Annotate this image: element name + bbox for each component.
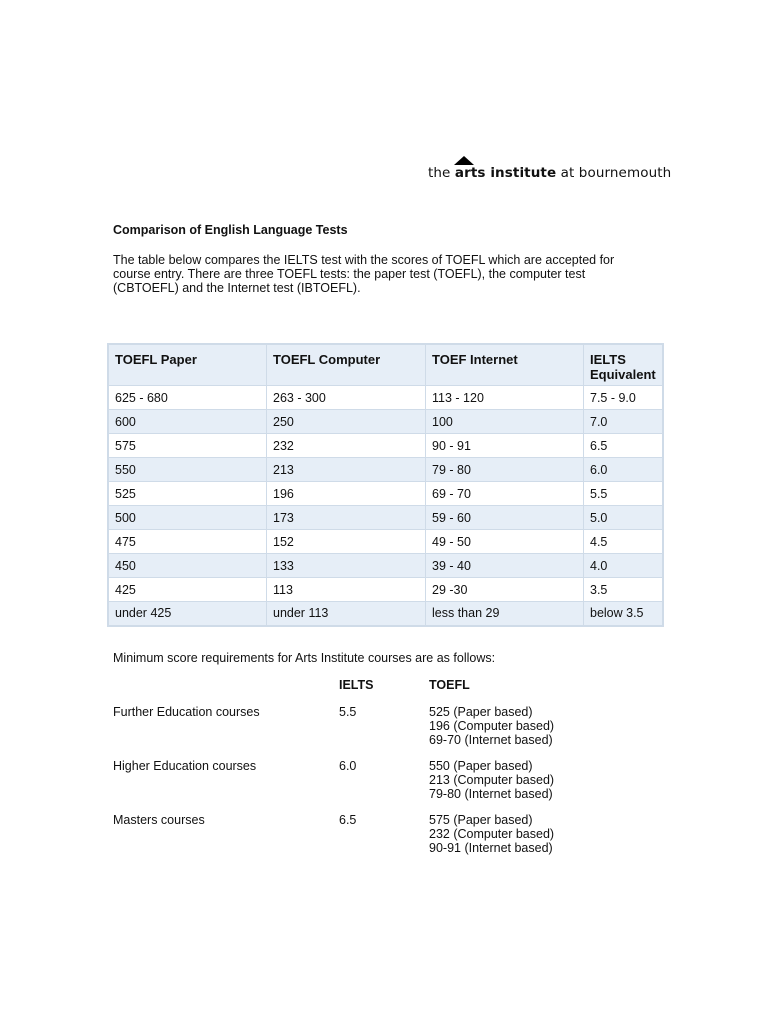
institute-logo bbox=[428, 156, 672, 184]
cell-toefl-paper: 525 bbox=[108, 482, 267, 506]
toefl-score-line: 525 (Paper based) bbox=[429, 705, 533, 719]
ielts-score: 5.5 bbox=[339, 705, 357, 719]
table-row bbox=[108, 554, 663, 578]
cell-toefl-computer: 196 bbox=[267, 482, 426, 506]
logo-text: the arts institute at bournemouth bbox=[428, 165, 672, 181]
cell-toefl-computer: 152 bbox=[267, 530, 426, 554]
cell-toefl-computer: under 113 bbox=[267, 602, 426, 626]
course-name: Higher Education courses bbox=[113, 759, 257, 773]
cell-toefl-paper: 450 bbox=[108, 554, 267, 578]
table-row bbox=[108, 458, 663, 482]
toefl-score-line: 575 (Paper based) bbox=[429, 813, 533, 827]
table-row bbox=[108, 434, 663, 458]
cell-toefl-paper: 625 - 680 bbox=[108, 386, 267, 410]
cell-ielts-equivalent: below 3.5 bbox=[584, 602, 663, 626]
cell-toefl-internet: 49 - 50 bbox=[426, 530, 584, 554]
cell-toefl-internet: 29 -30 bbox=[426, 578, 584, 602]
cell-toefl-computer: 250 bbox=[267, 410, 426, 434]
table-row bbox=[108, 530, 663, 554]
cell-ielts-equivalent: 3.5 bbox=[584, 578, 663, 602]
toefl-scores bbox=[429, 813, 554, 855]
cell-toefl-computer: 173 bbox=[267, 506, 426, 530]
toefl-score-line: 196 (Computer based) bbox=[429, 719, 555, 733]
column-header-toefl-computer: TOEFL Computer bbox=[267, 344, 426, 386]
table-row bbox=[108, 410, 663, 434]
cell-toefl-internet: 79 - 80 bbox=[426, 458, 584, 482]
cell-ielts-equivalent: 6.5 bbox=[584, 434, 663, 458]
toefl-score-line: 90-91 (Internet based) bbox=[429, 841, 553, 855]
cell-toefl-paper: 475 bbox=[108, 530, 267, 554]
cell-toefl-paper: 550 bbox=[108, 458, 267, 482]
comparison-table bbox=[107, 343, 664, 627]
cell-toefl-computer: 232 bbox=[267, 434, 426, 458]
table-row bbox=[108, 482, 663, 506]
cell-ielts-equivalent: 7.0 bbox=[584, 410, 663, 434]
toefl-scores bbox=[429, 705, 554, 747]
cell-toefl-paper: 425 bbox=[108, 578, 267, 602]
table-body bbox=[108, 386, 663, 626]
toefl-column-header: TOEFL bbox=[429, 678, 470, 692]
intro-paragraph bbox=[113, 253, 653, 295]
requirements-intro: Minimum score requirements for Arts Institute courses are as follows: bbox=[113, 651, 496, 665]
cell-toefl-internet: 113 - 120 bbox=[426, 386, 584, 410]
table-row bbox=[108, 602, 663, 626]
cell-toefl-computer: 113 bbox=[267, 578, 426, 602]
cell-toefl-internet: 90 - 91 bbox=[426, 434, 584, 458]
toefl-score-line: 232 (Computer based) bbox=[429, 827, 555, 841]
logo-triangle-icon bbox=[454, 156, 474, 165]
cell-toefl-internet: 59 - 60 bbox=[426, 506, 584, 530]
toefl-score-line: 550 (Paper based) bbox=[429, 759, 533, 773]
document-heading: Comparison of English Language Tests bbox=[113, 223, 348, 237]
course-name: Masters courses bbox=[113, 813, 205, 827]
ielts-column-header: IELTS bbox=[339, 678, 374, 692]
table-row bbox=[108, 386, 663, 410]
cell-toefl-internet: 69 - 70 bbox=[426, 482, 584, 506]
cell-toefl-paper: 500 bbox=[108, 506, 267, 530]
cell-toefl-internet: less than 29 bbox=[426, 602, 584, 626]
table-row bbox=[108, 506, 663, 530]
column-header-ielts-equivalent: IELTS Equivalent bbox=[584, 344, 663, 386]
cell-toefl-computer: 213 bbox=[267, 458, 426, 482]
ielts-score: 6.0 bbox=[339, 759, 357, 773]
cell-toefl-internet: 39 - 40 bbox=[426, 554, 584, 578]
toefl-score-line: 69-70 (Internet based) bbox=[429, 733, 553, 747]
cell-ielts-equivalent: 7.5 - 9.0 bbox=[584, 386, 663, 410]
course-name: Further Education courses bbox=[113, 705, 260, 719]
cell-ielts-equivalent: 6.0 bbox=[584, 458, 663, 482]
table-row bbox=[108, 578, 663, 602]
toefl-score-line: 213 (Computer based) bbox=[429, 773, 555, 787]
cell-ielts-equivalent: 4.5 bbox=[584, 530, 663, 554]
cell-toefl-paper: under 425 bbox=[108, 602, 267, 626]
cell-toefl-internet: 100 bbox=[426, 410, 584, 434]
cell-toefl-paper: 600 bbox=[108, 410, 267, 434]
toefl-scores bbox=[429, 759, 554, 801]
table-header-row bbox=[108, 344, 663, 386]
ielts-score: 6.5 bbox=[339, 813, 357, 827]
cell-toefl-paper: 575 bbox=[108, 434, 267, 458]
intro-line: (CBTOEFL) and the Internet test (IBTOEFL). bbox=[113, 281, 361, 295]
cell-ielts-equivalent: 4.0 bbox=[584, 554, 663, 578]
column-header-toefl-paper: TOEFL Paper bbox=[108, 344, 267, 386]
cell-toefl-computer: 263 - 300 bbox=[267, 386, 426, 410]
cell-ielts-equivalent: 5.5 bbox=[584, 482, 663, 506]
cell-ielts-equivalent: 5.0 bbox=[584, 506, 663, 530]
intro-line: course entry. There are three TOEFL tests: the paper test (TOEFL), the computer test bbox=[113, 267, 586, 281]
intro-line: The table below compares the IELTS test with the scores of TOEFL which are accepted for bbox=[113, 253, 615, 267]
column-header-toefl-internet: TOEF Internet bbox=[426, 344, 584, 386]
cell-toefl-computer: 133 bbox=[267, 554, 426, 578]
toefl-score-line: 79-80 (Internet based) bbox=[429, 787, 553, 801]
